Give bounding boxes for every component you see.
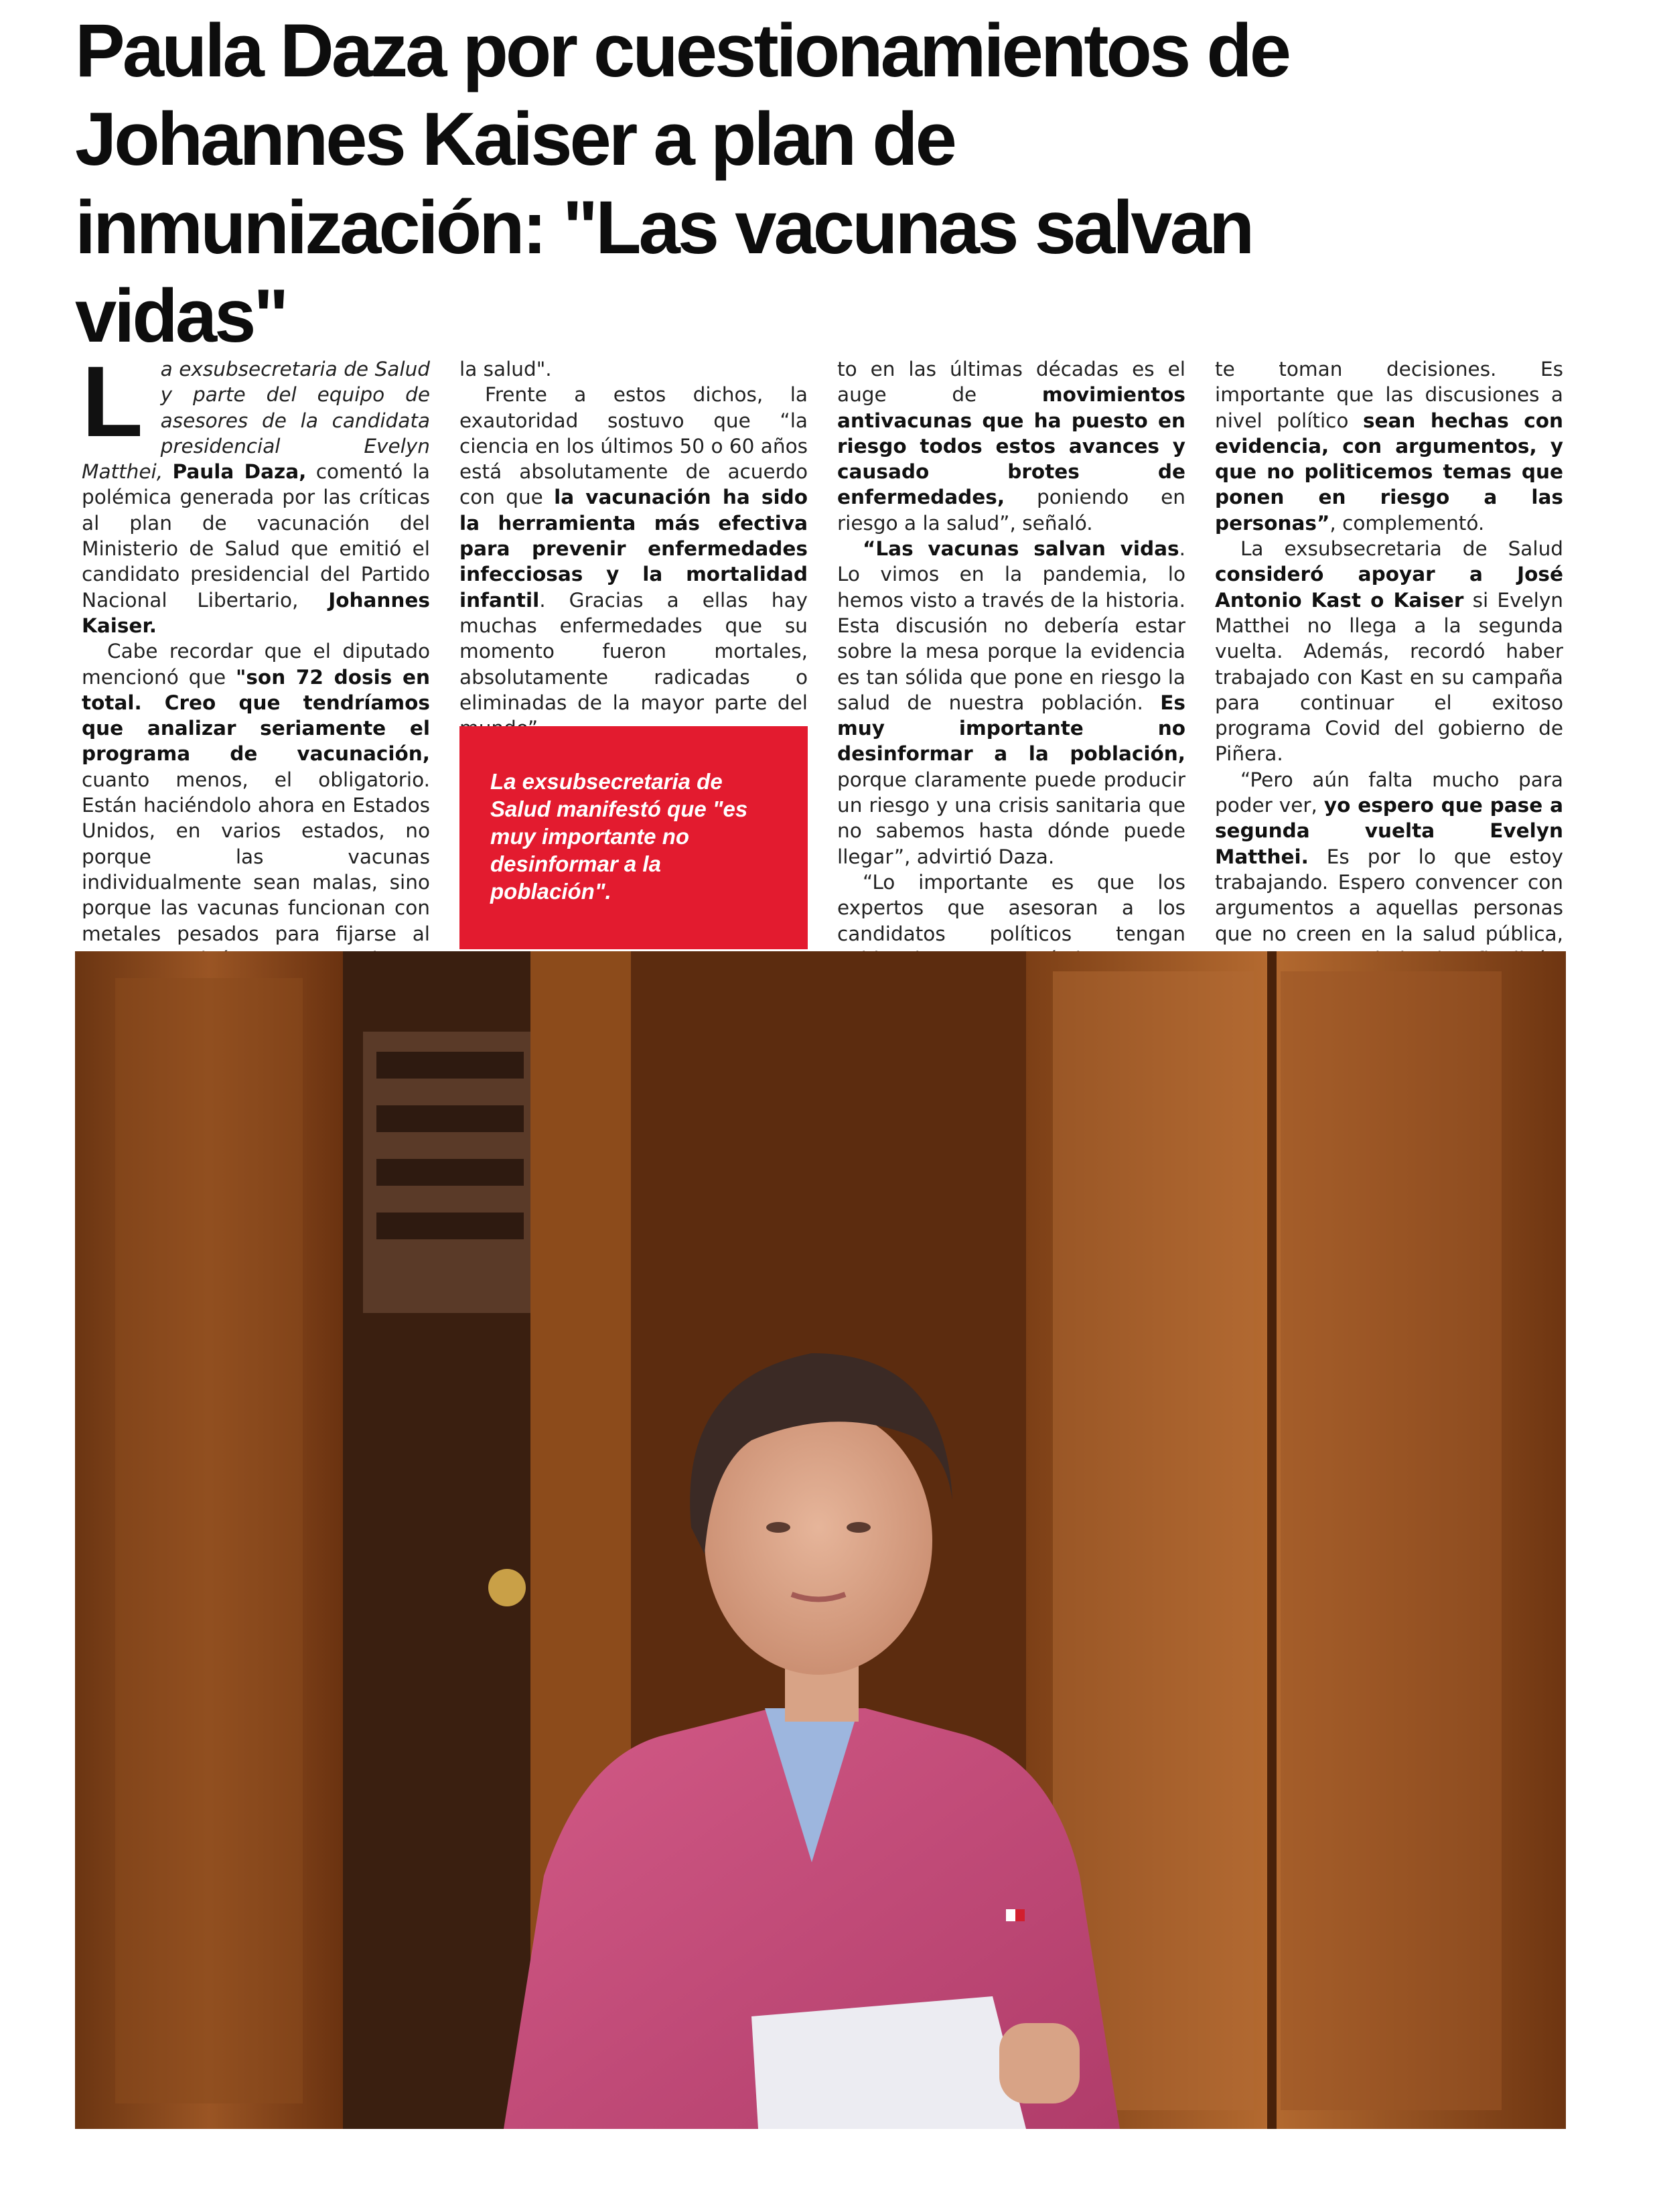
text-run: a exsubsecretaria de Salud y parte del equipo de asesores de la candidata presidencial Evelyn Matthei, xyxy=(82,358,430,484)
bold-run: la vacunación ha sido la herramienta más efectiva para prevenir enfermedades infecciosas y la mortalidad infantil xyxy=(459,486,808,612)
paragraph xyxy=(837,536,1185,870)
text-run: La exsubsecretaria de Salud xyxy=(1240,537,1563,561)
paragraph xyxy=(1215,356,1563,536)
text-run: , complementó. xyxy=(1329,511,1485,535)
bold-run: consideró apoyar a José Antonio Kast o Kaiser xyxy=(1215,563,1563,612)
paragraph xyxy=(1215,767,1563,972)
text-run: to en las últimas décadas es el auge de xyxy=(837,358,1185,407)
article-column-2 xyxy=(459,356,808,767)
bold-run: sean hechas con evidencia, con argumentos, y que no politicemos temas que ponen en riesgo a las personas” xyxy=(1215,409,1563,535)
bold-run: Es muy importante no desinformar a la población, xyxy=(837,691,1185,766)
drop-cap: L xyxy=(82,345,143,458)
paragraph xyxy=(459,356,808,382)
paragraph xyxy=(82,345,431,638)
text-run: . Lo vimos en la pandemia, lo hemos visto a través de la historia. Esta discusión no debería estar sobre la mesa porque la evidencia es tan sólida que pone en riesgo la salud de nuestra población. xyxy=(837,537,1185,714)
text-run: si Evelyn Matthei no llega a la segunda vuelta. Además, recordó haber trabajado con Kast en su campaña para continuar el exitoso programa Covid del gobierno de Piñera. xyxy=(1215,588,1563,766)
bold-run: Johannes Kaiser. xyxy=(82,588,430,637)
pull-quote-text: La exsubsecretaria de Salud manifestó que "es muy importante no desinformar a la población". xyxy=(490,769,748,904)
text-run: cuanto menos, el obligatorio. Están haciéndolo ahora en Estados Unidos, en varios estados, no porque las vacunas individualmente sean malas, sino porque las vacunas funcionan con metales pesados para fijarse al xyxy=(82,768,430,945)
paragraph xyxy=(837,356,1185,536)
article-photo xyxy=(75,951,1566,2129)
text-run: te toman decisiones. Es importante que las discusiones a nivel político xyxy=(1215,358,1563,432)
paragraph xyxy=(1215,536,1563,767)
text-run: Es por lo que estoy trabajando. Espero convencer con argumentos a aquellas personas que no creen en la salud pública, xyxy=(1215,845,1563,945)
text-run: “Pero aún falta mucho para poder ver, xyxy=(1215,768,1563,817)
paragraph xyxy=(459,382,808,741)
text-run: Frente a estos dichos, la exautoridad sostuvo que “la ciencia en los últimos 50 o 60 años está absolutamente de acuerdo con que xyxy=(459,383,808,509)
bold-run: movimientos antivacunas que ha puesto en riesgo todos estos avances y causado brotes de enfermedades, xyxy=(837,383,1185,509)
bold-run: yo espero que pase a segunda vuelta Evelyn Matthei. xyxy=(1215,794,1563,868)
text-run: Cabe recordar que el diputado mencionó que xyxy=(82,640,430,689)
text-run: “Lo importante es que los expertos que asesoran a los candidatos políticos tengan xyxy=(837,870,1185,945)
article-column-1 xyxy=(82,345,431,1024)
text-run: comentó la polémica generada por las críticas al plan de vacunación del Ministerio de Salud que emitió el candidato presidencial del Partido Nacional Libertario, xyxy=(82,460,431,612)
photo-illustration xyxy=(75,951,1566,2129)
text-run: porque claramente puede producir un riesgo y una crisis sanitaria que no sabemos hasta dónde puede llegar”, advirtió Daza. xyxy=(837,768,1185,868)
bold-run: Paula Daza, xyxy=(172,460,307,484)
text-run: poniendo en riesgo a la salud”, señaló. xyxy=(837,486,1185,535)
bold-run: "son 72 dosis en total. Creo que tendríamos que analizar seriamente el programa de vacunación, xyxy=(82,665,430,766)
article-column-3 xyxy=(837,356,1185,1024)
bold-run: “Las vacunas salvan vidas xyxy=(863,537,1179,561)
pull-quote-box xyxy=(459,726,808,949)
article-headline: Paula Daza por cuestionamientos de Johannes Kaiser a plan de inmunización: "Las vacunas salvan vidas" xyxy=(75,9,1289,358)
article-column-4 xyxy=(1215,356,1563,972)
text-run: la salud". xyxy=(459,358,552,381)
text-run: . Gracias a ellas hay muchas enfermedades que su momento fueron mortales, absolutamente radicadas o eliminadas de la mayor parte del xyxy=(459,588,808,714)
